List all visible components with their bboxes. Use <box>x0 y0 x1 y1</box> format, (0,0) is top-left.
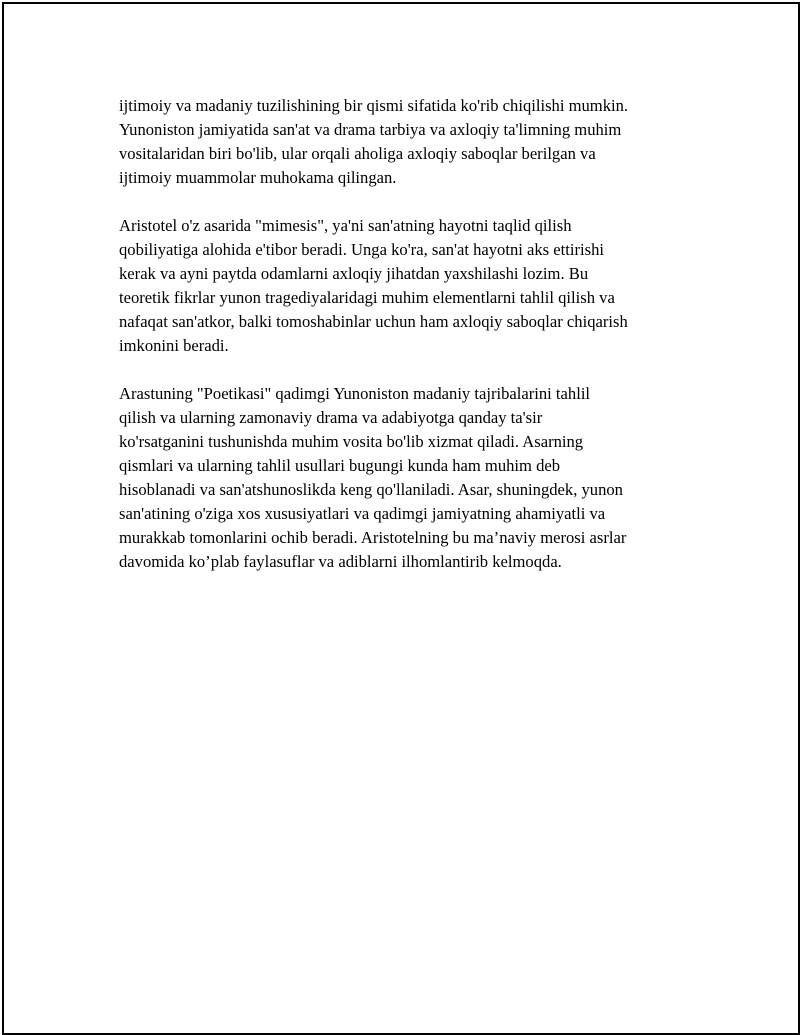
text-line: nafaqat san'atkor, balki tomoshabinlar uchun ham axloqiy saboqlar chiqarish <box>119 312 628 331</box>
text-line: Yunoniston jamiyatida san'at va drama tarbiya va axloqiy ta'limning muhim <box>119 120 622 139</box>
paragraph-2 <box>119 214 699 358</box>
paragraph-3 <box>119 382 699 574</box>
text-line: davomida ko’plab faylasuflar va adiblarni ilhomlantirib kelmoqda. <box>119 552 562 571</box>
text-line: qilish va ularning zamonaviy drama va adabiyotga qanday ta'sir <box>119 408 543 427</box>
text-line: ijtimoiy muammolar muhokama qilingan. <box>119 168 397 187</box>
text-line: kerak va ayni paytda odamlarni axloqiy jihatdan yaxshilashi lozim. Bu <box>119 264 589 283</box>
text-line: san'atining o'ziga xos xususiyatlari va qadimgi jamiyatning ahamiyatli va <box>119 504 606 523</box>
text-line: Aristotel o'z asarida "mimesis", ya'ni san'atning hayotni taqlid qilish <box>119 216 572 235</box>
text-line: murakkab tomonlarini ochib beradi. Aristotelning bu ma’naviy merosi asrlar <box>119 528 627 547</box>
text-line: imkonini beradi. <box>119 336 229 355</box>
text-line: teoretik fikrlar yunon tragediyalaridagi muhim elementlarni tahlil qilish va <box>119 288 615 307</box>
text-line: qismlari va ularning tahlil usullari bugungi kunda ham muhim deb <box>119 456 561 475</box>
text-line: hisoblanadi va san'atshunoslikda keng qo'llaniladi. Asar, shuningdek, yunon <box>119 480 623 499</box>
document-body <box>119 94 699 598</box>
text-line: ijtimoiy va madaniy tuzilishining bir qismi sifatida ko'rib chiqilishi mumkin. <box>119 96 629 115</box>
paragraph-1 <box>119 94 699 190</box>
text-line: Arastuning "Poetikasi" qadimgi Yunoniston madaniy tajribalarini tahlil <box>119 384 591 403</box>
text-line: ko'rsatganini tushunishda muhim vosita bo'lib xizmat qiladi. Asarning <box>119 432 584 451</box>
text-line: vositalaridan biri bo'lib, ular orqali aholiga axloqiy saboqlar berilgan va <box>119 144 596 163</box>
page-frame <box>2 2 800 1035</box>
text-line: qobiliyatiga alohida e'tibor beradi. Unga ko'ra, san'at hayotni aks ettirishi <box>119 240 604 259</box>
